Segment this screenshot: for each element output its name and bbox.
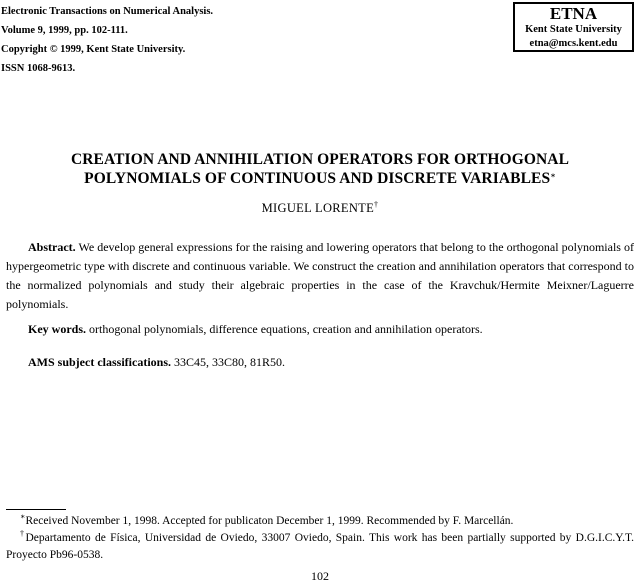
keywords	[28, 320, 483, 339]
ams-text: 33C45, 33C80, 81R50.	[174, 355, 286, 369]
journal-name: Electronic Transactions on Numerical Analysis.	[1, 6, 214, 17]
author-name: MIGUEL LORENTE	[261, 201, 375, 215]
title-line-1: CREATION AND ANNIHILATION OPERATORS FOR ORTHOGONAL	[70, 151, 570, 168]
footnote-1	[20, 513, 513, 530]
etna-university: Kent State University	[525, 24, 622, 35]
abstract-label: Abstract.	[28, 240, 76, 254]
author	[0, 201, 640, 216]
etna-email[interactable]: etna@mcs.kent.edu	[529, 38, 618, 49]
journal-info	[1, 2, 213, 78]
paper-title	[0, 150, 640, 188]
footnote-1-text: Received November 1, 1998. Accepted for publicaton December 1, 1999. Recommended by F. Marcellán.	[25, 515, 514, 527]
etna-name: ETNA	[549, 4, 598, 23]
etna-box	[513, 2, 634, 52]
title-line-2	[0, 169, 640, 188]
title-footnote-mark[interactable]: ∗	[550, 171, 556, 180]
author-footnote-mark[interactable]: †	[374, 200, 379, 209]
abstract-text: We develop general expressions for the raising and lowering operators that belong to the orthogonal polynomials of hypergeometric type with discrete and continuous variable. We construct the creation and annihilation operators that correspond to the normalized polynomials and study their algebraic properties in the case of the Kravchuk/Hermite Meixner/Laguerre polynomials.	[6, 240, 634, 311]
abstract	[6, 238, 634, 314]
journal-copyright: Copyright © 1999, Kent State University.	[1, 44, 186, 55]
keywords-label: Key words.	[28, 322, 86, 336]
footnote-1-mark: ∗	[20, 512, 26, 521]
page-number: 102	[311, 569, 329, 583]
ams-label: AMS subject classifications.	[28, 355, 171, 369]
journal-volume: Volume 9, 1999, pp. 102-111.	[1, 25, 128, 36]
footnote-rule	[6, 509, 66, 510]
keywords-text: orthogonal polynomials, difference equations, creation and annihilation operators.	[89, 322, 483, 336]
footnote-2-mark: †	[20, 529, 26, 538]
title-line-2-text: POLYNOMIALS OF CONTINUOUS AND DISCRETE VARIABLES	[84, 170, 551, 187]
footnote-2-text: Departamento de Física, Universidad de Oviedo, 33007 Oviedo, Spain. This work has been partially supported by D.G.I.C.Y.T. Proyecto Pb96-0538.	[6, 532, 634, 561]
journal-issn: ISSN 1068-9613.	[1, 63, 76, 74]
ams-classifications	[28, 353, 285, 372]
footnote-2	[6, 530, 634, 564]
